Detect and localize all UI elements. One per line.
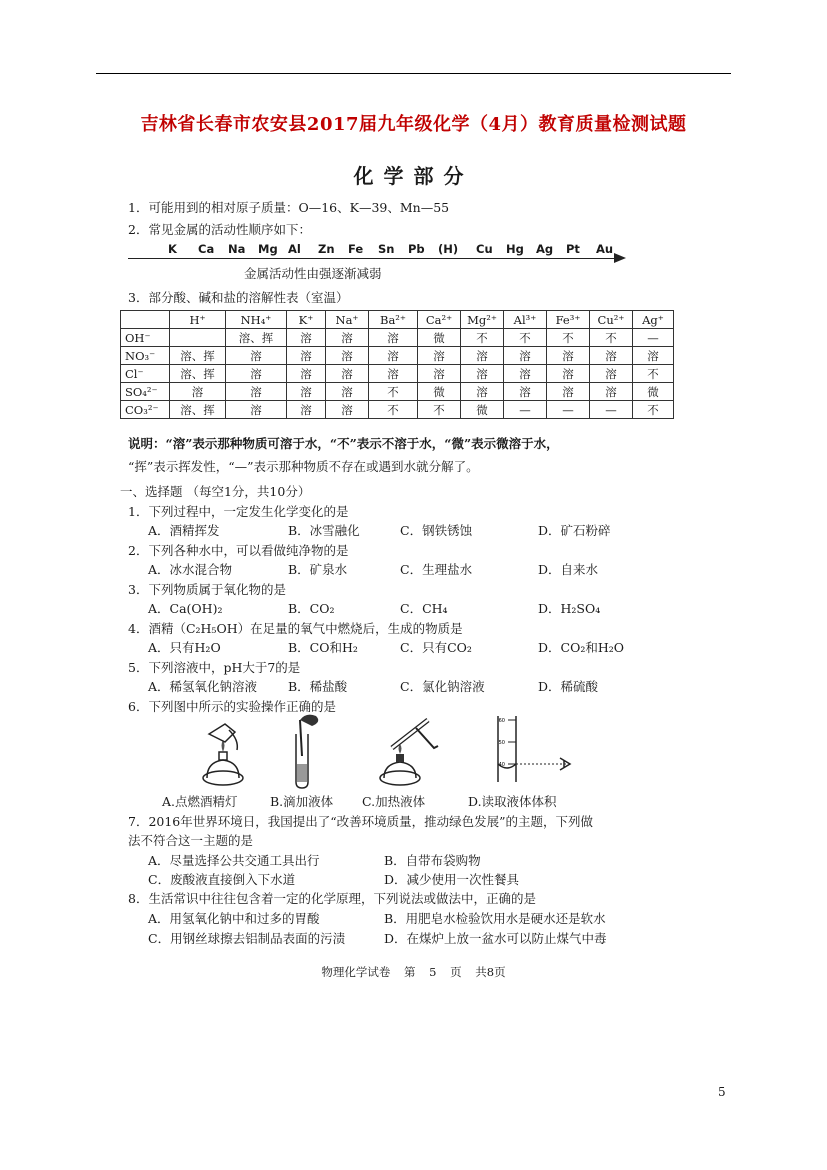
note-2: 2．常见金属的活动性顺序如下： (128, 222, 311, 237)
q2-option-a: A．冰水混合物 (148, 562, 233, 577)
q1-option-c: C．钢铁锈蚀 (400, 523, 473, 538)
solubility-cell: 溶、挥 (226, 329, 287, 347)
solubility-cell: — (633, 329, 674, 347)
page-footer: 物理化学试卷 第 5 页 共8页 (321, 965, 506, 979)
q1-option-b: B．冰雪融化 (288, 523, 360, 538)
question-4: 4．酒精（C₂H₅OH）在足量的氧气中燃烧后，生成的物质是 (128, 621, 463, 636)
anion-header: CO₃²⁻ (121, 401, 170, 419)
solubility-cell: — (504, 401, 547, 419)
q7-option-c: C．废酸液直接倒入下水道 (148, 872, 296, 887)
q2-option-d: D．自来水 (538, 562, 599, 577)
q5-option-d: D．稀硫酸 (538, 679, 599, 694)
metal-symbol: Hg (506, 242, 524, 256)
tick-60: 60 (498, 718, 505, 724)
question-7-line1: 7．2016年世界环境日，我国提出了“改善环境质量，推动绿色发展”的主题，下列做 (128, 814, 594, 829)
solubility-table (120, 310, 674, 419)
solubility-cell: 溶 (504, 365, 547, 383)
solubility-cell: 溶 (633, 347, 674, 365)
solubility-cell: 微 (418, 383, 461, 401)
heating-liquid-figure (370, 712, 450, 790)
q2-option-b: B．矿泉水 (288, 562, 348, 577)
alcohol-lamp-lighting-figure (195, 712, 255, 790)
solubility-cell: 不 (504, 329, 547, 347)
cation-header: Al³⁺ (504, 311, 547, 329)
solubility-cell: 溶 (287, 347, 326, 365)
solubility-cell: 溶 (590, 383, 633, 401)
q7-option-b: B．自带布袋购物 (384, 853, 481, 868)
solubility-cell: 不 (369, 401, 418, 419)
table-note-1: 说明：“溶”表示那种物质可溶于水，“不”表示不溶于水，“微”表示微溶于水， (128, 436, 559, 451)
question-3: 3．下列物质属于氧化物的是 (128, 582, 286, 597)
anion-header: Cl⁻ (121, 365, 170, 383)
solubility-cell: 溶、挥 (170, 347, 226, 365)
solubility-cell: 溶 (461, 365, 504, 383)
metal-symbol: Mg (258, 242, 278, 256)
cation-header: Na⁺ (326, 311, 369, 329)
q3-option-d: D．H₂SO₄ (538, 601, 601, 616)
solubility-cell: 溶 (590, 347, 633, 365)
q4-option-d: D．CO₂和H₂O (538, 640, 625, 655)
reading-volume-figure (488, 712, 578, 792)
q6-option-d: D.读取液体体积 (468, 794, 557, 809)
q3-option-c: C．CH₄ (400, 601, 448, 616)
document-title: 吉林省长春市农安县2017届九年级化学（4月）教育质量检测试题 (140, 114, 687, 135)
q2-option-c: C．生理盐水 (400, 562, 473, 577)
question-6: 6．下列图中所示的实验操作正确的是 (128, 699, 336, 714)
question-8: 8．生活常识中往往包含着一定的化学原理，下列说法或做法中，正确的是 (128, 891, 536, 906)
page-number: 5 (718, 1085, 726, 1099)
solubility-cell: 溶 (461, 383, 504, 401)
q6-option-b: B.滴加液体 (270, 794, 334, 809)
cation-header: Fe³⁺ (547, 311, 590, 329)
question-5: 5．下列溶液中，pH大于7的是 (128, 660, 301, 675)
solubility-cell: 不 (418, 401, 461, 419)
solubility-cell: 溶 (547, 365, 590, 383)
solubility-cell: 溶、挥 (170, 401, 226, 419)
q8-option-c: C．用钢丝球擦去铝制品表面的污渍 (148, 931, 346, 946)
table-note-2: “挥”表示挥发性，“—”表示那种物质不存在或遇到水就分解了。 (128, 459, 479, 474)
question-1: 1．下列过程中，一定发生化学变化的是 (128, 504, 349, 519)
solubility-cell: 溶 (326, 347, 369, 365)
arrow-head-icon (614, 253, 626, 263)
question-2: 2．下列各种水中，可以看做纯净物的是 (128, 543, 349, 558)
part1-heading: 一、选择题 （每空1分，共10分） (120, 484, 311, 499)
table-row (121, 383, 674, 401)
metal-symbol: Ca (198, 242, 215, 256)
anion-header: NO₃⁻ (121, 347, 170, 365)
header-rule (96, 73, 731, 74)
solubility-cell: 溶 (461, 347, 504, 365)
solubility-cell: 溶 (226, 383, 287, 401)
question-7-line2: 法不符合这一主题的是 (128, 833, 254, 848)
table-row (121, 329, 674, 347)
dropper-adding-liquid-figure (288, 712, 328, 790)
solubility-cell: 溶 (170, 383, 226, 401)
table-corner (121, 311, 170, 329)
table-row (121, 401, 674, 419)
q5-option-c: C．氯化钠溶液 (400, 679, 485, 694)
metal-symbol: K (168, 242, 177, 256)
table-row (121, 365, 674, 383)
solubility-cell: 溶 (287, 383, 326, 401)
solubility-cell (170, 329, 226, 347)
solubility-cell: 不 (461, 329, 504, 347)
q4-option-a: A．只有H₂O (148, 640, 221, 655)
solubility-cell: 溶 (369, 365, 418, 383)
solubility-cell: 溶 (547, 347, 590, 365)
metal-symbol: Al (288, 242, 301, 256)
q5-option-b: B．稀盐酸 (288, 679, 348, 694)
q6-option-c: C.加热液体 (362, 794, 426, 809)
q8-option-b: B．用肥皂水检验饮用水是硬水还是软水 (384, 911, 606, 926)
note-3: 3．部分酸、碱和盐的溶解性表（室温） (128, 290, 349, 305)
solubility-cell: 溶 (226, 347, 287, 365)
metal-symbol: Na (228, 242, 246, 256)
solubility-cell: 不 (590, 329, 633, 347)
q4-option-c: C．只有CO₂ (400, 640, 472, 655)
metal-symbol: Au (596, 242, 614, 256)
metal-activity-series (128, 242, 628, 256)
metal-symbol: Fe (348, 242, 364, 256)
solubility-cell: 溶 (504, 347, 547, 365)
solubility-cell: 溶 (326, 329, 369, 347)
section-title: 化学部分 (353, 164, 474, 188)
solubility-cell: 溶 (287, 365, 326, 383)
cation-header: Ag⁺ (633, 311, 674, 329)
metal-symbol: Pb (408, 242, 425, 256)
metal-symbol: (H) (438, 242, 459, 256)
solubility-cell: 溶 (326, 401, 369, 419)
solubility-cell: — (590, 401, 633, 419)
cation-header: NH₄⁺ (226, 311, 287, 329)
q6-option-a: A.点燃酒精灯 (162, 794, 238, 809)
q8-option-a: A．用氢氧化钠中和过多的胃酸 (148, 911, 320, 926)
solubility-cell: 溶 (369, 329, 418, 347)
q7-option-a: A．尽量选择公共交通工具出行 (148, 853, 320, 868)
solubility-cell: 不 (547, 329, 590, 347)
q4-option-b: B．CO和H₂ (288, 640, 358, 655)
solubility-cell: 微 (461, 401, 504, 419)
cation-header: Ca²⁺ (418, 311, 461, 329)
solubility-cell: 溶 (369, 347, 418, 365)
anion-header: SO₄²⁻ (121, 383, 170, 401)
q1-option-a: A．酒精挥发 (148, 523, 220, 538)
solubility-cell: 溶 (287, 329, 326, 347)
solubility-cell: 溶 (590, 365, 633, 383)
solubility-cell: 溶 (326, 365, 369, 383)
cation-header: K⁺ (287, 311, 326, 329)
solubility-cell: 溶 (547, 383, 590, 401)
solubility-cell: — (547, 401, 590, 419)
solubility-cell: 不 (633, 401, 674, 419)
anion-header: OH⁻ (121, 329, 170, 347)
q8-option-d: D．在煤炉上放一盆水可以防止煤气中毒 (384, 931, 607, 946)
activity-arrow (128, 258, 620, 259)
metal-symbol: Sn (378, 242, 395, 256)
solubility-cell: 溶 (418, 347, 461, 365)
solubility-cell: 不 (369, 383, 418, 401)
cation-header: H⁺ (170, 311, 226, 329)
solubility-cell: 溶 (226, 365, 287, 383)
q3-option-a: A．Ca(OH)₂ (148, 601, 223, 616)
metal-symbol: Zn (318, 242, 335, 256)
metal-symbol: Ag (536, 242, 554, 256)
q1-option-d: D．矿石粉碎 (538, 523, 611, 538)
solubility-cell: 溶 (287, 401, 326, 419)
solubility-cell: 溶 (418, 365, 461, 383)
cation-header: Cu²⁺ (590, 311, 633, 329)
solubility-cell: 溶、挥 (170, 365, 226, 383)
solubility-cell: 溶 (504, 383, 547, 401)
metal-symbol: Cu (476, 242, 493, 256)
note-1: 1．可能用到的相对原子质量：O—16、K—39、Mn—55 (128, 200, 450, 215)
cation-header: Mg²⁺ (461, 311, 504, 329)
q5-option-a: A．稀氢氧化钠溶液 (148, 679, 258, 694)
metal-caption: 金属活动性由强逐渐减弱 (244, 266, 382, 281)
metal-symbol: Pt (566, 242, 580, 256)
solubility-cell: 微 (418, 329, 461, 347)
solubility-cell: 不 (633, 365, 674, 383)
solubility-cell: 溶 (226, 401, 287, 419)
cation-header: Ba²⁺ (369, 311, 418, 329)
tick-50: 50 (498, 740, 505, 746)
solubility-cell: 微 (633, 383, 674, 401)
tick-40: 40 (498, 762, 505, 768)
q7-option-d: D．减少使用一次性餐具 (384, 872, 520, 887)
solubility-cell: 溶 (326, 383, 369, 401)
table-row (121, 347, 674, 365)
q3-option-b: B．CO₂ (288, 601, 335, 616)
